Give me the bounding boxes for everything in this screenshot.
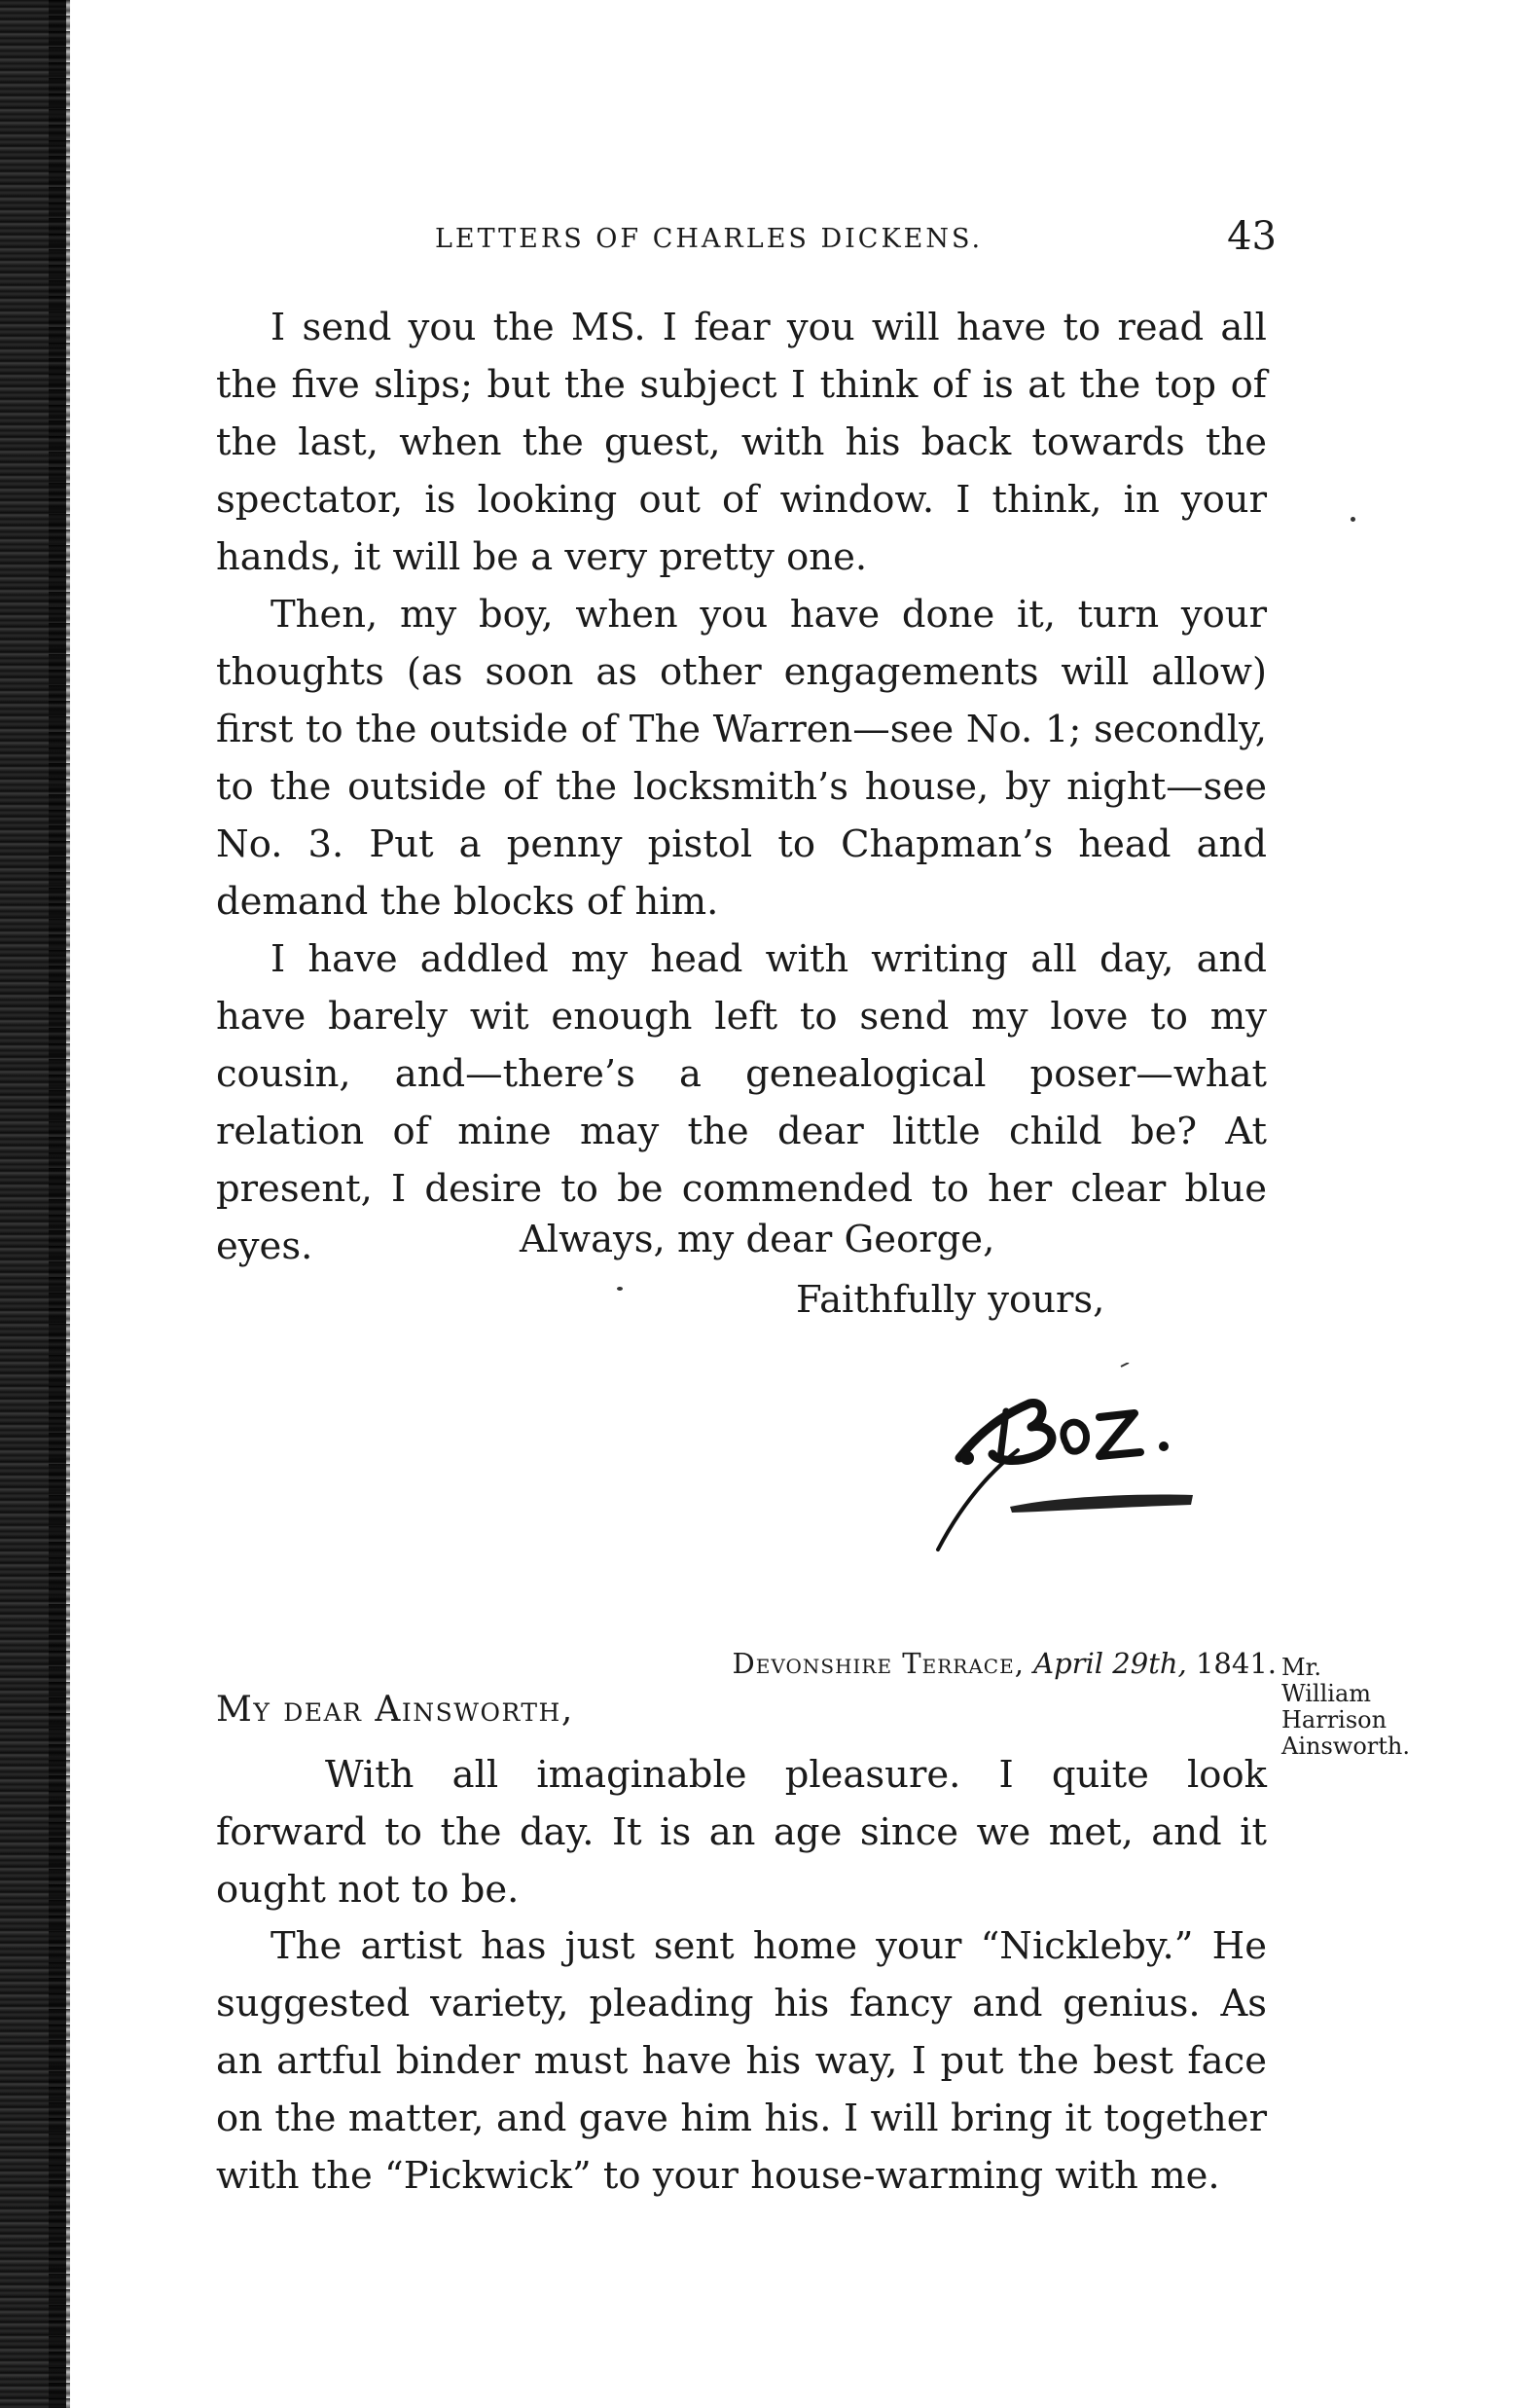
letter2-paragraph-1: With all imaginable pleasure. I quite look forward to the day. It is an age since we met, and it ought not to be.	[216, 1753, 1267, 1912]
signature-underline	[1010, 1495, 1193, 1514]
margin-note-line: Harrison	[1281, 1706, 1388, 1733]
margin-note-line: Mr.	[1281, 1654, 1322, 1681]
salutation: My dear Ainsworth,	[216, 1690, 574, 1730]
dateline-place: Devonshire Terrace,	[732, 1647, 1025, 1680]
letter1-paragraph-1: I send you the MS. I fear you will have to read all the five slips; but the subject I think of is at the top of the last, when the guest, with his back towards the spectator, is looking out of window. I think, in your hands, it will be a very pretty one.	[216, 306, 1267, 579]
letter2-paragraph-2: The artist has just sent home your “Nickleby.” He suggested variety, pleading his fancy and genius. As an artful binder must have his way, I put the best face on the matter, and gave him his. I will bring it together with the “Pickwick” to your house-warming with me.	[216, 1924, 1267, 2198]
letter1-paragraph-3: I have addled my head with writing all day, and have barely wit enough left to send my love to my cousin, and—there’s a genealogical poser—what relation of mine may the dear little child be? At present, I desire to be commended to her clear blue eyes.	[216, 937, 1267, 1268]
dateline	[733, 1647, 1277, 1680]
closing-line-2: Faithfully yours,	[796, 1278, 1105, 1322]
margin-note-line: Ainsworth.	[1281, 1733, 1410, 1760]
print-speck	[1351, 517, 1355, 522]
closing-line-1: Always, my dear George,	[520, 1218, 995, 1261]
margin-note	[1281, 1655, 1427, 1760]
dateline-year: 1841.	[1195, 1647, 1277, 1680]
binding-gutter-edge	[49, 0, 70, 2408]
page-number: 43	[1227, 214, 1277, 259]
margin-note-line: William	[1281, 1680, 1372, 1707]
print-speck	[617, 1287, 623, 1291]
dateline-date: April 29th,	[1033, 1647, 1187, 1680]
running-title: LETTERS OF CHARLES DICKENS.	[435, 224, 984, 254]
boz-signature	[909, 1363, 1220, 1557]
letter1-paragraph-2: Then, my boy, when you have done it, turn your thoughts (as soon as other engagements will allow) first to the outside of The Warren—see No. 1; secondly, to the outside of the locksmith’s house, by night—see No. 3. Put a penny pistol to Chapman’s head and demand the blocks of him.	[216, 593, 1267, 924]
running-head	[216, 214, 1277, 263]
